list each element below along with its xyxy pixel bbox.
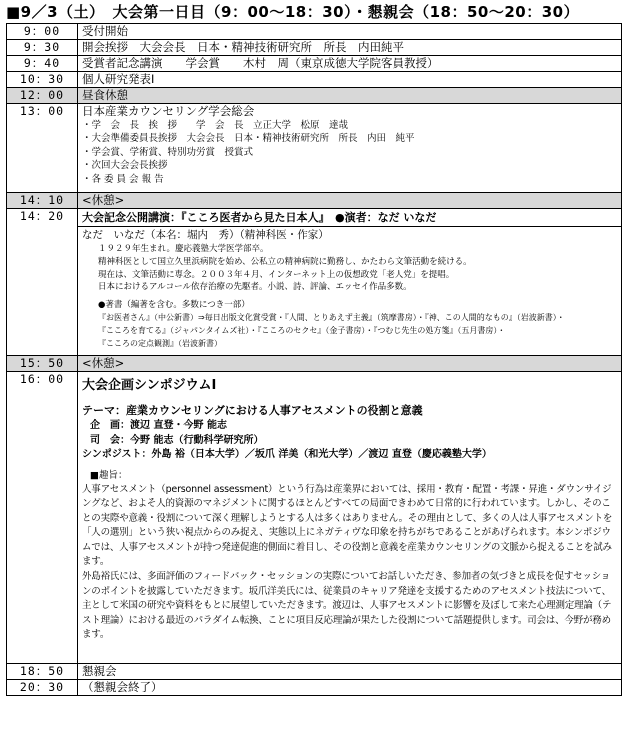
event-cell [78,209,622,356]
works-line: 『お医者さん』（中公新書）⇒毎日出版文化賞受賞・『人間、とりあえず主義』（筑摩書房）・『神、この人間的なもの』（岩波新書）・ [98,312,565,322]
works-line: 『こころの定点観測』（岩波新書） [98,338,222,348]
event-cell: 受賞者記念講演 学会賞 木村 周（東京成徳大学院客員教授） [78,56,622,72]
event-cell: <休憩> [78,356,622,372]
time-cell: 13：00 [7,104,78,193]
meeting-item: ・学 会 長 挨 拶 学 会 長 立正大学 松原 達哉 [82,120,349,131]
time-cell: 14：10 [7,193,78,209]
time-cell: 10：30 [7,72,78,88]
time-cell: 9：30 [7,40,78,56]
event-cell [78,372,622,664]
schedule-row [7,664,622,680]
event-cell [78,104,622,193]
bio-line: 日本におけるアルコール依存治療の先駆者。小説、詩、評論、エッセイ作品多数。 [98,282,412,293]
time-cell: 18：50 [7,664,78,680]
event-cell: 開会挨拶 大会会長 日本・精神技術研究所 所長 内田純平 [78,40,622,56]
bio-line: 精神科医として国立久里浜病院を始め、公私立の精神病院に勤務し、かたわら文筆活動を続ける。 [98,256,472,267]
schedule-row [7,372,622,664]
speaker-bio [98,243,617,294]
time-cell: 16：00 [7,372,78,664]
planning-line: 企 画：渡辺 直登・今野 能志 [90,420,227,431]
works-heading: ●著書（編著を含む。多数につき一部） [98,300,250,311]
time-cell: 15：50 [7,356,78,372]
schedule-row-break [7,356,622,372]
symposium-theme: テーマ：産業カウンセリングにおける人事アセスメントの役割と意義 [82,404,423,417]
meeting-item: ・次回大会会長挨拶 [82,160,168,172]
purpose-paragraph: 人事アセスメント（personnel assessment）という行為は産業界においては、採用・教育・配置・考課・昇進・ダウンサイジングなど、およそ人的資源のマネジメントに関するほとんどすべての局面できわめて日常的に行われています。しかし、そのことの実際や意義・役割について深く理解しようとする人は多くはありません。その理由として、多くの人は人事アセスメントを「人の選別」という狭い視点からのみ捉え、実態以上にネガティヴな印象を持ちがちであることがあげられます。本シンポジウムでは、人事アセスメントが持つ発達促進的側面に着目し、その役割と意義を産業カウンセリングの文脈から捉えることを試みます。 [82,483,613,568]
time-cell: 14：20 [7,209,78,356]
meeting-item: ・大会準備委員長挨拶 大会会長 日本・精神技術研究所 所長 内田 純平 [82,133,415,145]
event-cell: 昼食休憩 [78,88,622,104]
purpose-heading: ■趣旨： [90,469,128,481]
schedule-row [7,56,622,72]
works-list [98,299,617,350]
schedule-row [7,72,622,88]
time-cell: 9：40 [7,56,78,72]
schedule-row-break [7,193,622,209]
schedule-row [7,40,622,56]
schedule-table [6,23,622,696]
schedule-row-break [7,88,622,104]
meeting-item: ・各 委 員 会 報 告 [82,173,164,185]
general-meeting-title: 日本産業カウンセリング学会総会 [82,104,255,118]
time-cell: 20：30 [7,680,78,696]
time-cell: 9：00 [7,24,78,40]
page-title: ■9／3（土） 大会第一日目（9：00～18：30）・懇親会（18：50～20：30） [6,3,580,21]
bio-line: １９２９年生まれ。慶応義塾大学医学部卒。 [98,244,269,254]
event-cell: <休憩> [78,193,622,209]
speaker-name-line: なだ いなだ（本名：堀内 秀）（精神科医・作家） [82,229,329,241]
schedule-row [7,209,622,356]
event-cell: 個人研究発表Ⅰ [78,72,622,88]
meeting-item: ・学会賞、学術賞、特別功労賞 授賞式 [82,146,254,158]
symposium-title: 大会企画シンポジウムⅠ [82,378,217,393]
schedule-row [7,104,622,193]
symposium-purpose [82,469,617,644]
bio-line: 現在は、文筆活動に専念。２００３年４月、インターネット上の仮想政党「老人党」を提唱。 [98,269,455,280]
event-cell: （懇親会終了） [78,680,622,696]
moderator-line: 司 会：今野 能志（行動科学研究所） [90,434,264,446]
purpose-paragraph: 外島裕氏には、多面評価のフィードバック・セッションの実際についてお話しいただき、参加者の気づきと成長を促すセッションのポイントを披露していただきます。坂爪洋美氏には、従業員のキャリア発達を支援するためのアセスメント技法について、主として米国の研究や資料をもとに展望していただきます。渡辺は、人事アセスメントに影響を及ぼして来た心理測定理論（テスト理論）における最近のパラダイム転換、ことに項目反応理論が果たした役割について話題提供します。司会は、今野が務めます。 [82,571,612,641]
event-cell: 懇親会 [78,664,622,680]
schedule-row [7,24,622,40]
lecture-title: 大会記念公開講演：『こころ医者から見た日本人』 ●演者：なだ いなだ [78,209,621,227]
symposium-staff [82,419,617,463]
event-cell: 受付開始 [78,24,622,40]
panelists-line: シンポジスト：外島 裕（日本大学）／坂爪 洋美（和光大学）／渡辺 直登（慶応義塾大学） [82,449,492,460]
schedule-row [7,680,622,696]
time-cell: 12：00 [7,88,78,104]
works-line: 『こころを育てる』（ジャパンタイムズ社）・『こころのセクセ』（金子書房）・『つむじ先生の処方箋』（五月書房）・ [98,325,506,335]
